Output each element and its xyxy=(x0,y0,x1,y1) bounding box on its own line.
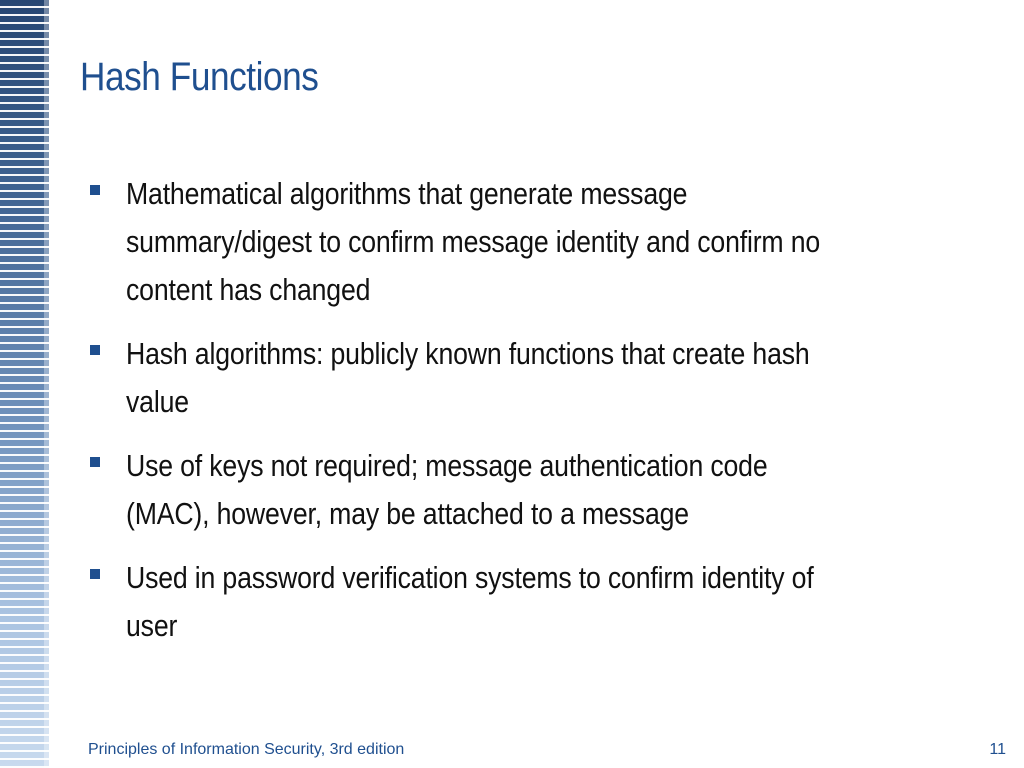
square-bullet-icon xyxy=(90,185,100,195)
bullet-item xyxy=(90,554,970,650)
bullet-text: Use of keys not required; message authentication code (MAC), however, may be attached to a message xyxy=(126,448,768,531)
square-bullet-icon xyxy=(90,569,100,579)
page-number: 11 xyxy=(989,741,1006,758)
slide-title: Hash Functions xyxy=(80,55,319,99)
bullet-list xyxy=(90,170,970,666)
decorative-side-stripes xyxy=(0,0,49,768)
bullet-text: Mathematical algorithms that generate message summary/digest to confirm message identity and confirm no content has changed xyxy=(126,176,821,307)
square-bullet-icon xyxy=(90,345,100,355)
bullet-text: Used in password verification systems to confirm identity of user xyxy=(126,560,814,643)
bullet-item xyxy=(90,442,970,538)
bullet-item xyxy=(90,170,970,314)
bullet-text: Hash algorithms: publicly known functions that create hash value xyxy=(126,336,810,419)
square-bullet-icon xyxy=(90,457,100,467)
footer-source: Principles of Information Security, 3rd edition xyxy=(88,741,405,758)
bullet-item xyxy=(90,330,970,426)
side-bar-edge xyxy=(44,0,49,768)
